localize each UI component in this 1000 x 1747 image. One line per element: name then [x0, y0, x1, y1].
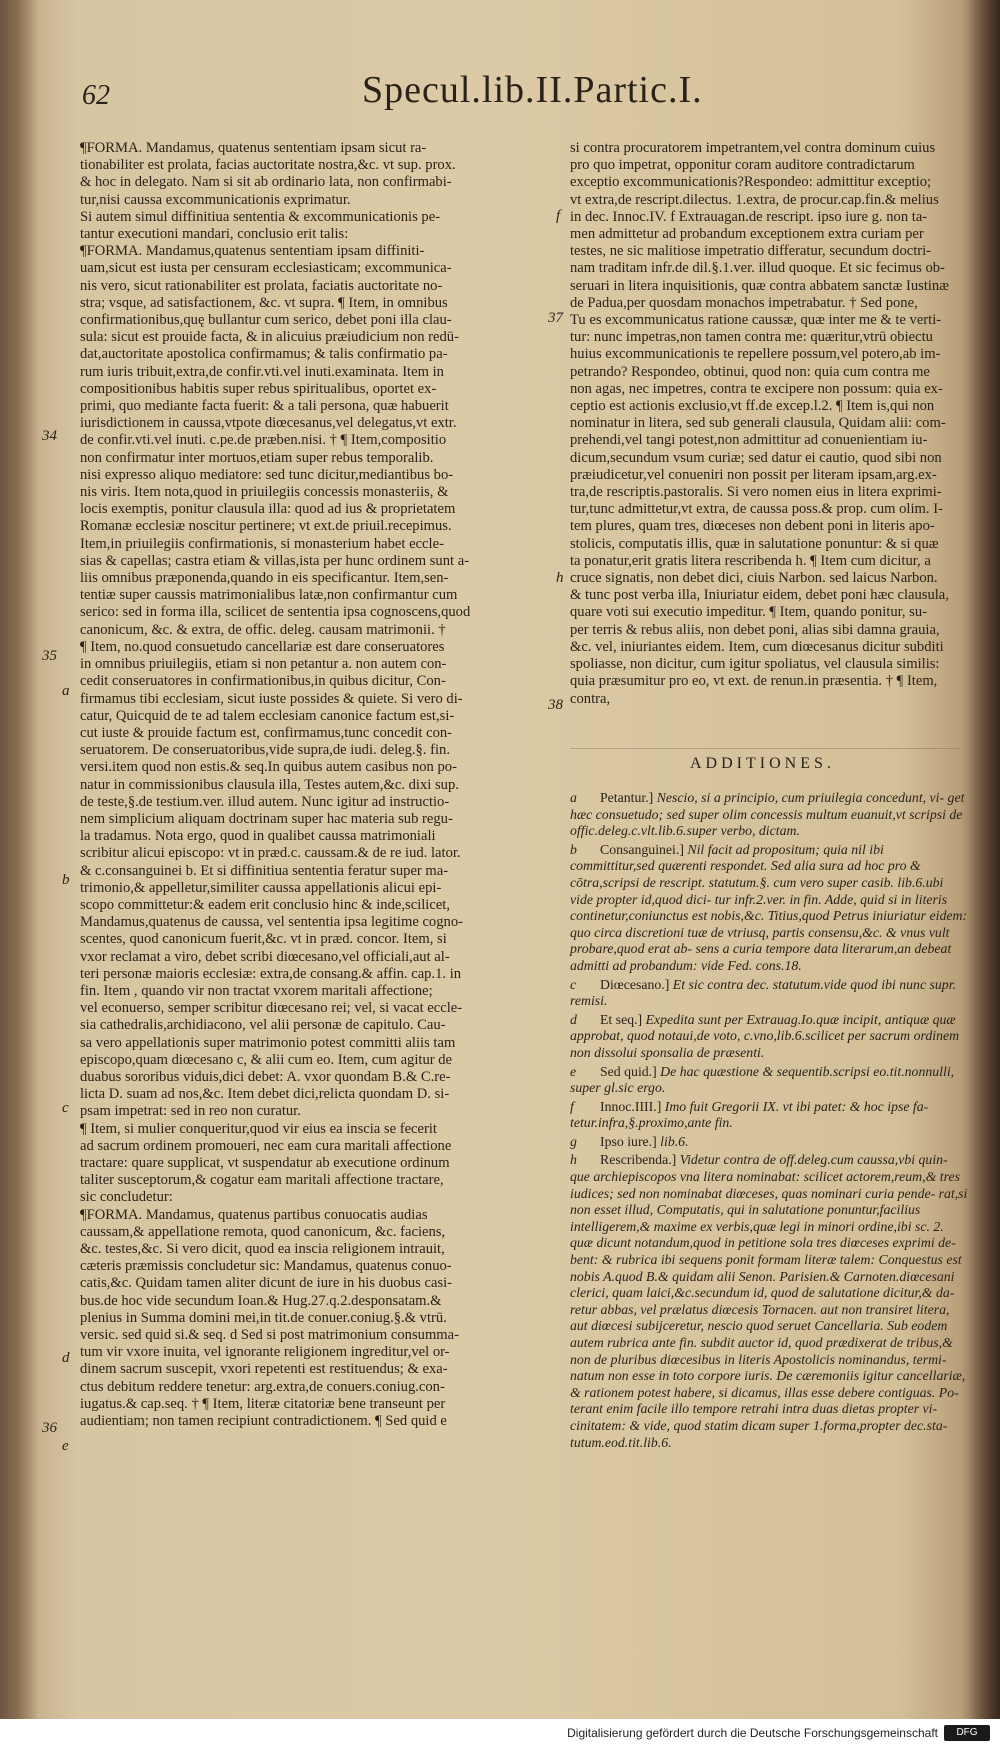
text-line: & tunc post verba illa, Iniuriatur eidem, debet poni hæc clausula, [570, 587, 949, 604]
margin-letter-h: h [556, 570, 564, 586]
text-line: tur,tunc admittetur,vt extra, de caussa poss.& prop. cum olim. I- [570, 501, 943, 518]
text-line: in omnibus priuilegiis, etiam si non petantur a. non autem con- [80, 656, 447, 673]
additions-title: ADDITIONES. [690, 755, 835, 772]
text-line: catis,&c. Quidam tamen aliter dicunt de iure in his duobus casi- [80, 1275, 453, 1292]
text-line: confirmationibus,quę bullantur cum serico, debet poni illa clau- [80, 312, 452, 329]
addition-entry [570, 1152, 968, 1451]
text-line: vt extra,de rescript.dilectus. 1.extra, de procur.cap.fin.& melius [570, 191, 939, 208]
addition-letter: c [570, 976, 577, 992]
text-line: iugatus.& cap.seq. † ¶ Item, literæ citatoriæ bene transeunt per [80, 1395, 446, 1412]
text-line: tionabiliter est prolata, facias auctoritate nostra,&c. vt sup. prox. [80, 157, 456, 174]
text-line: ¶ Item, si mulier conqueritur,quod vir eius ea inscia se fecerit [80, 1120, 437, 1137]
text-line: bus.de hoc vide secundum Ioan.& Hug.27.q.2.desponsatam.& [80, 1292, 442, 1309]
text-line: spoliasse, non dicitur, cum igitur spoliatus, vel clausula similis: [570, 656, 940, 673]
text-line: prehendi,vel tangi potest,non admittitur ad conuenientiam iu- [570, 432, 928, 449]
text-line: exceptio excommunicationis?Respondeo: admittitur exceptio; [570, 174, 932, 191]
text-line: taliter susceptorum,& cogatur eam maritali affectione tractare, [80, 1172, 444, 1189]
margin-letter-d: d [62, 1350, 70, 1366]
text-line: tractare: quare supplicat, vt suspendatur ab executione ordinum [80, 1154, 450, 1171]
text-line: sic concludetur: [80, 1189, 173, 1206]
text-line: cæteris præmissis concludetur sic: Mandamus, quatenus conuo- [80, 1258, 452, 1275]
text-line: catur, Quicquid de te ad talem ecclesiam canonice factum est,si- [80, 707, 455, 724]
addition-letter: a [570, 790, 577, 805]
text-line: iurisdictionem in caussa,vtpote diœcesanus,vel delegatus,vt extr. [80, 415, 457, 432]
text-line: Mandamus,quatenus de caussa, vel sententia ipsa legitime cogno- [80, 914, 463, 931]
text-line: ad sacrum ordinem promoueri, nec eam cura maritali affectione [80, 1137, 452, 1154]
text-line: locis exemptis, ponitur clausula illa: quod ad ius & proprietatem [80, 501, 456, 518]
text-line: versic. sed quid si.& seq. d Sed si post matrimonium consumma- [80, 1327, 459, 1344]
text-line: nominatur in litera, sed sub generali clausula, Quidam alii: com- [570, 415, 946, 432]
text-line: dinem sacrum suscepit, vxori repetenti est restituendus; & exa- [80, 1361, 448, 1378]
text-line: seruatorem. De conseruatoribus,vide supra,de iudi. deleg.§. fin. [80, 742, 451, 759]
margin-letter-a: a [62, 683, 70, 699]
addition-letter: f [570, 1098, 574, 1114]
text-line: vxor reclamat a viro, debet scribi diœcesano,vel officiali,aut al- [80, 948, 450, 965]
margin-letter-e: e [62, 1438, 69, 1454]
text-line: Tu es excommunicatus ratione caussæ, quæ inter me & te verti- [570, 312, 942, 329]
page-header [82, 68, 722, 128]
addition-note: Nil facit ad propositum; quia nil ibi committitur,sed quærenti respondet. Sed alia sura ad hoc pro & cōtra,scripsi de rescript. statutum.§. cum vero super casib. lib.6.ubi vide propter id,quod dici- tur infr.2.ver. in fin. Adde, quid si in literis continetur,coniunctus est nobis,&c. Titius,quod Petrus iniuriatur eidem: quo circa discretioni tuæ de vtriusq, partis consensu,&c. & vnus vult probare,quod erat ab- sens a curia tempore data literarum,an debeat admitti ad probandum: vide Fed. cons.18. [570, 841, 968, 973]
text-line: cedit conseruatores in confirmationibus,in quibus dicitur, Con- [80, 673, 446, 690]
text-line: caussam,& appellatione remota, quod canonicum, &c. faciens, [80, 1223, 446, 1240]
addition-note: Nescio, si a principio, cum priuilegia concedunt, vi- get hæc consuetudo; sed super olim concessis multum euanuit,vt scripsi de offic.deleg.c.vlt.lib.6.super verbo, dictam. [570, 790, 965, 839]
text-line: nis vero, sicut rationabiliter est prolata, faciatis auctoritate no- [80, 277, 443, 294]
text-line: psam impetrat: sed in reo non curatur. [80, 1103, 301, 1120]
text-line: dat,auctoritate apostolica confirmamus; & talis confirmatio pa- [80, 346, 448, 363]
text-line: licta D. suam ad nos,&c. Item debet dici,relicta quondam D. si- [80, 1086, 450, 1103]
dfg-logo: DFG [944, 1725, 990, 1741]
text-line: nem simplicium aliquam doctrinam super hac materia sub regu- [80, 810, 453, 827]
addition-lemma: Rescribenda.] [600, 1152, 680, 1168]
text-line: præiudicetur,vel conueniri non possit per literam ipsam,arg.ex- [570, 466, 937, 483]
addition-note: De hac quæstione & sequentib.scripsi eo.tit.nonnulli, super gl.sic ergo. [570, 1063, 955, 1096]
margin-number-36: 36 [42, 1420, 57, 1436]
text-line: ta ponatur,erit gratis litera rescribenda h. ¶ Item cum dicitur, a [570, 552, 931, 569]
text-line: episcopo,quam diœcesano c, & alii cum eo. Item, cum agitur de [80, 1051, 453, 1068]
text-line: stolicis, computatis illis, quæ in salutatione ponuntur: & si quæ [570, 535, 939, 552]
text-line: & hoc in delegato. Nam si sit ab ordinario lata, non confirmabi- [80, 174, 452, 191]
text-line: natur in commissionibus clausula illa, Testes autem,&c. dixi sup. [80, 776, 459, 793]
text-line: ¶FORMA. Mandamus, quatenus partibus conuocatis audias [80, 1206, 428, 1223]
text-line: de Padua,per quosdam monachos impetrabatur. † Sed pone, [570, 294, 918, 311]
margin-letter-b: b [62, 872, 70, 888]
addition-entry [570, 842, 968, 975]
addition-note: lib.6. [660, 1133, 689, 1149]
margin-number-35: 35 [42, 648, 57, 664]
text-line: Si autem simul diffinitiua sententia & excommunicationis pe- [80, 208, 441, 225]
addition-note: Videtur contra de off.deleg.cum caussa,vbi quin- que archiepiscopos vna litera nominabat: scilicet actorem,reum,& tres iudices; sed non nominabat diœceses, quas nominari curia pende- rat,si non esset illud, Computatis, qui in salutatione ponuntur,facilius intelligerem,& maxime ex verbis,quæ legi in minori ordine,ibi sc. 2. quæ dicunt notandum,quod in petitione sola tres diœceses exprimi de- bent: & rubrica ibi sequens ponit formam literæ talem: Conquestus est nobis A.quod B.& quidam alii Senon. Parisien.& Carnoten.diœcesani clerici, quam laici,&c.secundum id, quod de salutatione dicitur,& da- retur abbas, vel prælatus diœcesis Tornacen. aut non transiret litera, aut diœcesi subijceretur, nescio quod seruet Cancellaria. Sub eodem autem rubrica ante fin. subdit auctor id, quod prædixerat de tribus,& non de pluribus diœcesibus in literis Apostolicis nominandus, termi- natum non esse in toto corpore iuris. De cæremoniis igitur cancellariæ, & rationem potest habere, si dicamus, illas esse debere contiguas. Po- terant enim facile illo tempore retrahi intra duas dietas propter vi- cinitatem: & vide, quod statim dicam super 1.forma,propter dec.sta- tutum.eod.tit.lib.6. [570, 1152, 968, 1450]
text-line: fin. Item , quando vir non tractat vxorem maritali affectione; [80, 982, 433, 999]
additions-divider [570, 748, 960, 749]
footer-credit: Digitalisierung gefördert durch die Deutsche Forschungsgemeinschaft [567, 1726, 938, 1740]
text-line: cruce signatis, non debet dici, ciuis Narbon. sed laicus Narbon. [570, 570, 938, 587]
addition-lemma: Petantur.] [600, 790, 657, 805]
addition-entry [570, 1064, 968, 1097]
text-line: quia præsumitur pro eo, vt ext. de renun.in præsentia. † ¶ Item, [570, 673, 938, 690]
text-line: sa vero appellationis super matrimonio potest committi aliis tam [80, 1034, 456, 1051]
text-line: ¶FORMA. Mandamus, quatenus sententiam ipsam sicut ra- [80, 140, 427, 156]
margin-number-38: 38 [548, 697, 563, 713]
addition-entry [570, 1134, 968, 1151]
text-line: non agas, nec impetres, contra te excipere non possum: quia ex- [570, 380, 943, 397]
text-line: cut iuste & prouide factum est, confirmamus,tunc concedit con- [80, 724, 453, 741]
addition-lemma: Et seq.] [600, 1011, 646, 1027]
margin-number-34: 34 [42, 428, 57, 444]
addition-letter: b [570, 841, 577, 857]
addition-lemma: Innoc.IIII.] [600, 1098, 665, 1114]
text-line: &c. testes,&c. Si vero dicit, quod ea inscia religionem intrauit, [80, 1241, 445, 1257]
text-line: scopo committetur:& eadem erit conclusio hinc & inde,scilicet, [80, 896, 451, 913]
margin-letter-f: f [556, 208, 561, 224]
text-line: nis viris. Item nota,quod in priuilegiis concessis monasteriis, & [80, 484, 449, 501]
text-line: canonicum, &c. & extra, de offic. deleg. causam matrimonii. † [80, 621, 446, 638]
text-line: in dec. Innoc.IV. f Extrauagan.de rescript. ipso iure g. non ta- [570, 208, 928, 225]
text-line: rum iuris tribuit,extra,de confir.vti.vel inuti.examinata. Item in [80, 363, 444, 380]
text-line: nam traditam infr.de dil.§.1.ver. illud quoque. Et sic fecimus ob- [570, 260, 945, 277]
text-line: teri personæ maioris ecclesiæ: extra,de consang.& affin. cap.1. in [80, 965, 462, 982]
running-title: Specul.lib.II.Partic.I. [362, 69, 703, 111]
text-line: ceptio est actionis exclusio,vt ff.de excep.l.2. ¶ Item is,qui non [570, 398, 935, 415]
text-line: tem plures, quam tres, diœceses non debent poni in literis apo- [570, 518, 935, 535]
text-line: versi.item quod non estis.& seq.In quibus autem casibus non po- [80, 759, 457, 776]
addition-note: Expedita sunt per Extrauag.Io.quæ incipit, antiquæ quæ approbat, quod notaui,de voto, c.vno,lib.6.scilicet per sacrum ordinem non dissolui sponsalia de præsenti. [570, 1011, 960, 1060]
text-line: sia cathedralis,archidiacono, vel alii personæ de capitulo. Cau- [80, 1017, 446, 1034]
text-line: compositionibus habitis super rebus spiritualibus, oportet ex- [80, 380, 437, 397]
additions-notes [570, 790, 968, 1453]
text-line: nisi expresso aliquo mediatore: sed tunc dicitur,mediantibus bo- [80, 466, 454, 483]
text-line: quare voti sui executio impeditur. ¶ Item, quando ponitur, su- [570, 604, 928, 621]
text-line: contra, [570, 690, 611, 707]
text-line: audientiam; non tamen recipiunt contradictionem. ¶ Sed quid e [80, 1413, 447, 1430]
text-line: & c.consanguinei b. Et si diffinitiua sententia feratur super ma- [80, 862, 449, 879]
text-line: stra; vsque, ad satisfactionem, &c. vt supra. ¶ Item, in omnibus [80, 294, 448, 311]
text-line: dicum,secundum vsum curiæ; sed datur ei cautio, quod sibi non [570, 449, 942, 466]
text-line: per terris & rebus aliis, non debet poni, alias sibi damna grauia, [570, 621, 940, 638]
addition-entry [570, 1099, 968, 1132]
text-line: trimonio,& appelletur,similiter caussa appellationis alicui epi- [80, 879, 442, 896]
text-line: testes, ne sic malitiose impetratio differatur, secundum doctri- [570, 243, 932, 260]
addition-lemma: Consanguinei.] [600, 841, 688, 857]
text-line: Item,in priuilegiis confirmationis, si monasterium habet eccle- [80, 535, 444, 552]
margin-letter-c: c [62, 1100, 69, 1116]
text-line: tur: nunc impetras,non tamen contra me: quæritur,vtrū obiectu [570, 329, 933, 346]
addition-entry [570, 790, 968, 840]
addition-entry [570, 977, 968, 1010]
text-line: petrando? Respondeo, obtinui, quod non: quia cum contra me [570, 363, 930, 380]
addition-lemma: Diœcesano.] [600, 976, 673, 992]
text-line: tentiæ super caussis matrimonialibus latæ,non confirmantur cum [80, 587, 458, 604]
text-line: tum vir vxore inuita, vel ignorante religionem ingreditur,vel or- [80, 1344, 450, 1361]
text-line: firmamus tibi ecclesiam, sicut iuste possides & quiete. Si vero di- [80, 690, 463, 707]
text-line: tur,nisi caussa excommunicationis exprimatur. [80, 191, 351, 208]
text-line: men admittetur ad probandum exceptionem extra curiam per [570, 226, 924, 243]
text-line: serico: sed in forma illa, scilicet de sententia ipsa cognoscens,quod [80, 604, 471, 621]
text-line: ¶FORMA. Mandamus,quatenus sententiam ipsam diffiniti- [80, 243, 425, 260]
addition-lemma: Ipso iure.] [600, 1133, 661, 1149]
text-line: pro quo impetrat, opponitur coram auditore contradictarum [570, 157, 915, 174]
text-line: vel econuerso, semper scribitur diœcesano rei; vel, si vacat eccle- [80, 1000, 463, 1017]
text-line: primi, quo mediante facta fuerit: & a tali persona, quæ habuerit [80, 398, 449, 415]
text-line: sias & capellas; castra etiam & villas,ista per hunc ordinem sunt a- [80, 552, 470, 569]
addition-letter: g [570, 1133, 577, 1149]
text-line: huius excommunicationis te repellere possum,vel potero,ab im- [570, 346, 941, 363]
addition-note: Imo fuit Gregorii IX. vt ibi patet: & hoc ipse fa- tetur.infra,§.proximo,ante fin. [570, 1098, 929, 1131]
text-line: duabus sororibus viduis,dici debet: A. vxor quondam B.& C.re- [80, 1068, 451, 1085]
right-text-column [570, 140, 965, 708]
text-line: non confirmatur inter mortuos,etiam super rebus temporalib. [80, 449, 434, 466]
text-line: Romanæ ecclesiæ noscitur pertinere; vt ext.de priuil.recepimus. [80, 518, 452, 535]
text-line: plenius in Summa domini mei,in tit.de conuer.coniug.§.& vtrū. [80, 1309, 447, 1326]
left-text-column [80, 140, 550, 1430]
addition-note: Et sic contra dec. statutum.vide quod ibi nunc supr. remisi. [570, 976, 956, 1009]
text-line: tantur executioni mandari, conclusio erit talis: [80, 226, 349, 243]
text-line: ¶ Item, no.quod consuetudo cancellariæ est dare conseruatores [80, 638, 445, 655]
binding-shadow [968, 0, 1000, 1720]
text-line: ctus debitum reddere tenetur: arg.extra,de conuers.coniug.con- [80, 1378, 445, 1395]
addition-letter: h [570, 1152, 577, 1168]
text-line: scentes, quod canonicum fuerit,&c. vt in præd. concor. Item, si [80, 931, 447, 948]
page-number: 62 [82, 80, 110, 111]
text-line: scribitur alicui episcopo: vt in præd.c. caussam.& de re iud. lator. [80, 845, 461, 862]
digitization-footer [0, 1719, 1000, 1747]
text-line: de confir.vti.vel inuti. c.pe.de præben.nisi. † ¶ Item,compositio [80, 432, 447, 449]
text-line: de teste,§.de testium.ver. illud autem. Nunc igitur ad instructio- [80, 793, 450, 810]
text-line: tra,de rescriptis.pastoralis. Si vero nomen eius in litera exprimi- [570, 484, 942, 501]
addition-letter: e [570, 1063, 577, 1079]
addition-entry [570, 1012, 968, 1062]
addition-lemma: Sed quid.] [600, 1063, 661, 1079]
text-line: sula: sicut est prouide facta, & in alicuius præiudicium non redū- [80, 329, 459, 346]
margin-number-37: 37 [548, 310, 563, 326]
text-line: liis omnibus præponenda,quando in eis specificantur. Item,sen- [80, 570, 449, 587]
text-line: &c. vel, iniuriantes eidem. Item, cum diœcesanus dicitur subditi [570, 638, 944, 655]
text-line: uam,sicut est iusta per censuram ecclesiasticam; excommunica- [80, 260, 452, 277]
addition-letter: d [570, 1011, 577, 1027]
text-line: si contra procuratorem impetrantem,vel contra dominum cuius [570, 140, 936, 156]
text-line: la tradamus. Nota ergo, quod in qualibet caussa matrimoniali [80, 828, 436, 845]
text-line: seruari in litera inquisitionis, quæ contra abbatem sanctæ Iustinæ [570, 277, 949, 294]
